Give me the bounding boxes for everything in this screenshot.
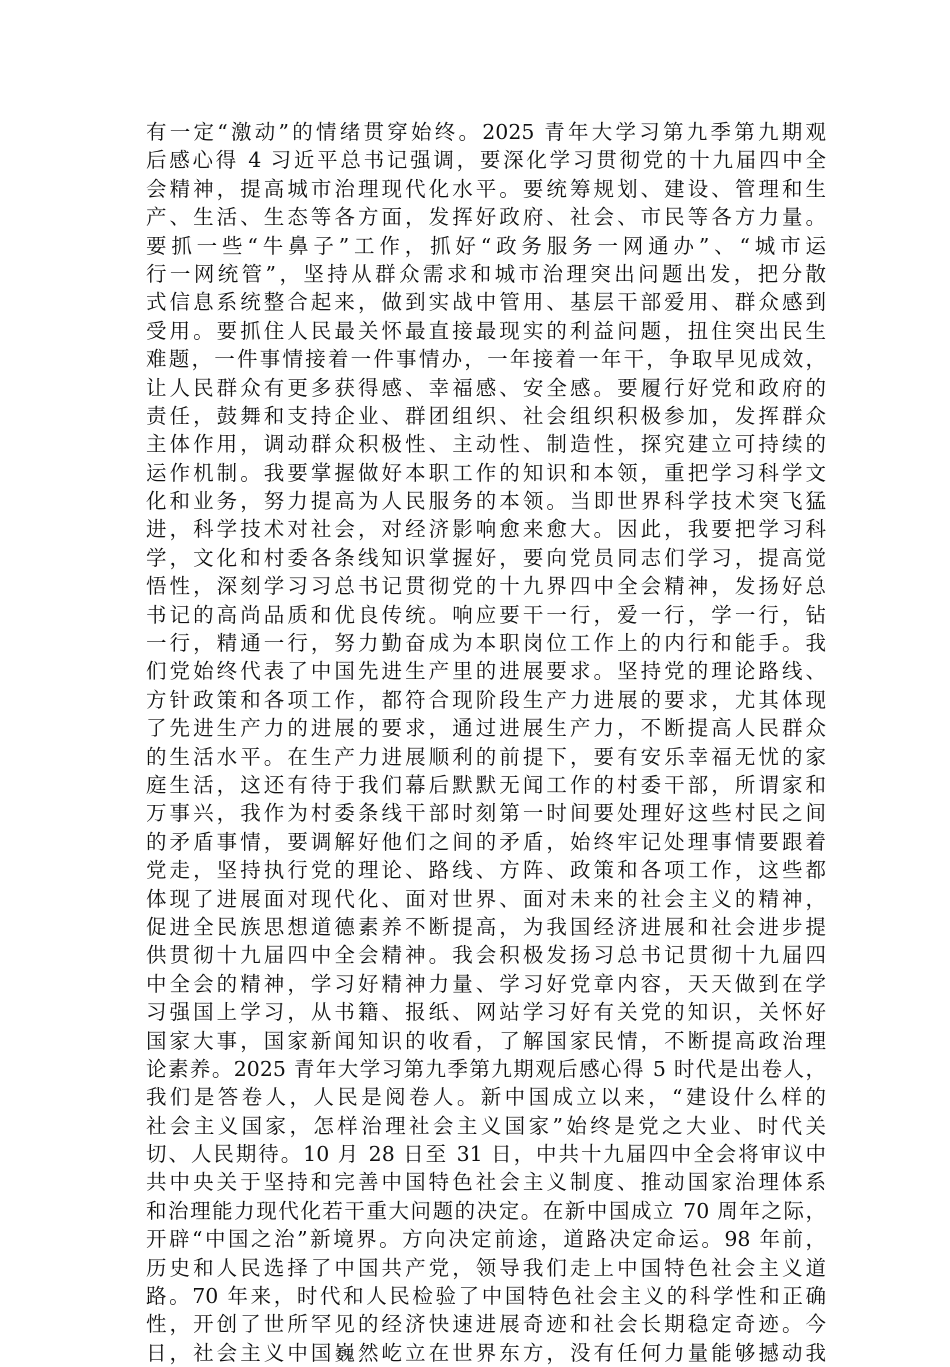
body-text	[146, 118, 826, 1367]
text-line: 了先进生产力的进展的要求，通过进展生产力，不断提高人民群众	[146, 716, 826, 741]
text-line: 进，科学技术对社会，对经济影响愈来愈大。因此，我要把学习科	[146, 517, 826, 542]
text-line: 路。70 年来，时代和人民检验了中国特色社会主义的科学性和正确	[146, 1284, 826, 1309]
text-line: 化和业务，努力提高为人民服务的本领。当即世界科学技术突飞猛	[146, 489, 826, 514]
text-line: 我们是答卷人，人民是阅卷人。新中国成立以来，“建设什么样的	[146, 1085, 826, 1110]
text-line: 行一网统管”，坚持从群众需求和城市治理突出问题出发，把分散	[146, 261, 826, 286]
text-line: 党走，坚持执行党的理论、路线、方阵、政策和各项工作，这些都	[146, 858, 826, 883]
text-line: 主体作用，调动群众积极性、主动性、制造性，探究建立可持续的	[146, 432, 826, 457]
text-line: 产、生活、生态等各方面，发挥好政府、社会、市民等各方力量。	[146, 205, 826, 230]
text-line: 论素养。2025 青年大学习第九季第九期观后感心得 5 时代是出卷人，	[146, 1056, 826, 1081]
text-line: 方针政策和各项工作，都符合现阶段生产力进展的要求，尤其体现	[146, 687, 826, 712]
text-line: 式信息系统整合起来，做到实战中管用、基层干部爱用、群众感到	[146, 290, 826, 315]
text-line: 的矛盾事情，要调解好他们之间的矛盾，始终牢记处理事情要跟着	[146, 829, 826, 854]
text-line: 中全会的精神，学习好精神力量、学习好党章内容，天天做到在学	[146, 971, 826, 996]
text-line: 庭生活，这还有待于我们幕后默默无闻工作的村委干部，所谓家和	[146, 772, 826, 797]
text-line: 一行，精通一行，努力勤奋成为本职岗位工作上的内行和能手。我	[146, 631, 826, 656]
text-line: 切、人民期待。10 月 28 日至 31 日，中共十九届四中全会将审议中	[146, 1142, 826, 1167]
text-line: 国家大事，国家新闻知识的收看，了解国家民情，不断提高政治理	[146, 1028, 826, 1053]
text-line: 们党始终代表了中国先进生产里的进展要求。坚持党的理论路线、	[146, 659, 826, 684]
text-line: 促进全民族思想道德素养不断提高，为我国经济进展和社会进步提	[146, 914, 826, 939]
text-line: 让人民群众有更多获得感、幸福感、安全感。要履行好党和政府的	[146, 375, 826, 400]
text-line: 会精神，提高城市治理现代化水平。要统筹规划、建设、管理和生	[146, 176, 826, 201]
text-line: 后感心得 4 习近平总书记强调，要深化学习贯彻党的十九届四中全	[146, 148, 826, 173]
text-line: 要抓一些“牛鼻子”工作，抓好“政务服务一网通办”、“城市运	[146, 233, 826, 258]
text-line: 和治理能力现代化若干重大问题的决定。在新中国成立 70 周年之际，	[146, 1198, 826, 1223]
text-line: 体现了进展面对现代化、面对世界、面对未来的社会主义的精神，	[146, 886, 826, 911]
text-line: 社会主义国家，怎样治理社会主义国家”始终是党之大业、时代关	[146, 1113, 826, 1138]
text-line: 日，社会主义中国巍然屹立在世界东方，没有任何力量能够撼动我	[146, 1340, 826, 1365]
text-line: 历史和人民选择了中国共产党，领导我们走上中国特色社会主义道	[146, 1255, 826, 1280]
text-line: 受用。要抓住人民最关怀最直接最现实的利益问题，扭住突出民生	[146, 318, 826, 343]
text-line: 共中央关于坚持和完善中国特色社会主义制度、推动国家治理体系	[146, 1170, 826, 1195]
text-line: 书记的高尚品质和优良传统。响应要干一行，爱一行，学一行，钻	[146, 602, 826, 627]
text-line: 性，开创了世所罕见的经济快速进展奇迹和社会长期稳定奇迹。今	[146, 1312, 826, 1337]
text-line: 的生活水平。在生产力进展顺利的前提下，要有安乐幸福无忧的家	[146, 744, 826, 769]
text-line: 运作机制。我要掌握做好本职工作的知识和本领，重把学习科学文	[146, 460, 826, 485]
text-line: 供贯彻十九届四中全会精神。我会积极发扬习总书记贯彻十九届四	[146, 943, 826, 968]
text-line: 悟性，深刻学习习总书记贯彻党的十九界四中全会精神，发扬好总	[146, 574, 826, 599]
text-line: 学，文化和村委各条线知识掌握好，要向党员同志们学习，提高觉	[146, 545, 826, 570]
text-line: 开辟“中国之治”新境界。方向决定前途，道路决定命运。98 年前，	[146, 1227, 826, 1252]
text-line: 难题，一件事情接着一件事情办，一年接着一年干，争取早见成效，	[146, 347, 826, 372]
text-line: 责任，鼓舞和支持企业、群团组织、社会组织积极参加，发挥群众	[146, 403, 826, 428]
text-line: 万事兴，我作为村委条线干部时刻第一时间要处理好这些村民之间	[146, 801, 826, 826]
text-line: 有一定“激动”的情绪贯穿始终。2025 青年大学习第九季第九期观	[146, 120, 826, 144]
text-line: 习强国上学习，从书籍、报纸、网站学习好有关党的知识，关怀好	[146, 1000, 826, 1025]
